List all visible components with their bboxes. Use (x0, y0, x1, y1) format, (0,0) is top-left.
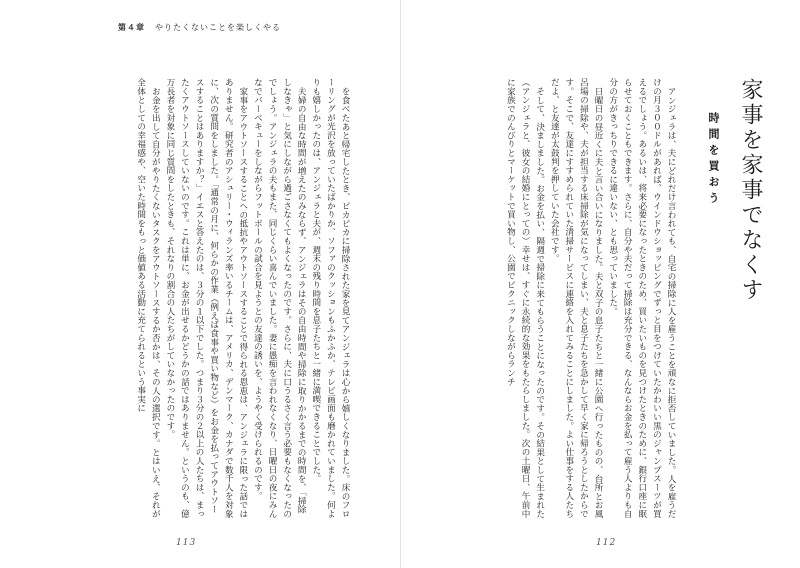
paragraph: お金を出して自分がやりたくないタスクをアウトソースするか否かは、その人の選択です。とはいえ、それが全体としての幸福感や、空いた時間をもっと価値ある活動に充てられるという事実に (135, 78, 161, 518)
running-head-title: やりたくないことを楽しくやる (155, 23, 281, 32)
paragraph: を食べたあと帰宅したとき、ピカピカに掃除された家を見てアンジェラは心から嬉しくなりました。床のフローリングが光沢を放っていたばかりか、ソファのクッションもふかふか、テレビ画面も磨かれていました。何よりも嬉しかったのは、アンジェラと夫が、週末の残り時間を息子たちと一緒に満喫できることでした。 (310, 78, 350, 518)
paragraph: アンジェラは、夫にどれだけ言われても、自宅の掃除に人を雇うことを頑なに拒否していました。人を雇うだけの月３００ドルがあれば、ウインドウショッピングでずっと目をつけていたかわいい黒のジャンプスーツが買えるでしょう。あるいは、将来必要になったときのため、買いたいものを見つけたときのために、銀行口座に眠らせておくこともできます。さらに、自分や夫だって掃除は充分できる、なんならお金を払って雇う人よりも自分の方がきっちりできるに違いない、とも思っていました。 (607, 78, 676, 518)
running-head-chapter: 第４章 (118, 23, 145, 32)
running-head (118, 22, 281, 33)
page-number: 112 (596, 538, 617, 548)
section-title: 家事を家事でなくす (738, 78, 763, 303)
paragraph: 家事をアウトソースすることへの抵抗やアウトソースすることで得られる恩恵は、アンジェラに限った話ではありません。研究者のアシュリー・ウィランズ率いるチームは、アメリカ、デンマーク、カナダで数千人を対象に、次の質問をしました。「通常の月に、何らかの作業（例えば食事や買い物など）をお金を払ってアウトソースすることはありますか？」イエスと答えたのは、３分の１以下でした。つまり３分の２以上の人たちは、まったくアウトソースしていないのです。これは単に、お金が出せるかどうかの話ではありません。というのも、億万長者を対象に同じ質問をしたときも、それなりの割合の人たちがしていなかったのです。 (164, 78, 248, 518)
right-body-text (470, 78, 678, 518)
page-number: 113 (176, 538, 197, 548)
section-subtitle: 時間を買おう (707, 112, 720, 208)
paragraph: 日曜日の昼近くに夫と言い合いになりました。夫と双子の息子たちと一緒に公園へ行ったものの、台所とお風呂場の掃除や、夫が担当する床掃除が気になってしまい、夫と息子たちを急かして早く家に帰ろうとしたからです。そこで、友達にすすめられていた清掃サービスに連絡を入れてみることにしました。よい仕事をする人たちだよ、と友達が太鼓判を押していた会社です。 (549, 78, 604, 518)
right-page (400, 0, 800, 568)
paragraph: 夫婦の自由な時間が増えたのみならず、アンジェラはその自由時間や掃除に取りかかるまでの時間を、「掃除しなきゃ」と気にしながら過ごさなくてもよくなったのです。さらに、夫に口うるさく言う必要もなくなったのでしょう。アンジェラの夫もまた、同じくらい喜んでいました。妻に愚痴を言われなくなり、日曜日の夜にみんなでバーベキューをしながらフットボールの試合を見ようとの友達の誘いを、ようやく受けられるのです。 (252, 78, 307, 518)
paragraph: そして、決ましました。お金を払い、隔週で掃除に来てもらうことになったのです。その結果として生まれた（アンジェラと、彼女の結婚にとっての）幸せは、すぐに永続的な効果をもたらしました。次の土曜日、午前中に家族でのんびりとマーケットで買い物し、公園でピクニックしながらランチ (505, 78, 545, 518)
left-body-text (48, 78, 352, 518)
